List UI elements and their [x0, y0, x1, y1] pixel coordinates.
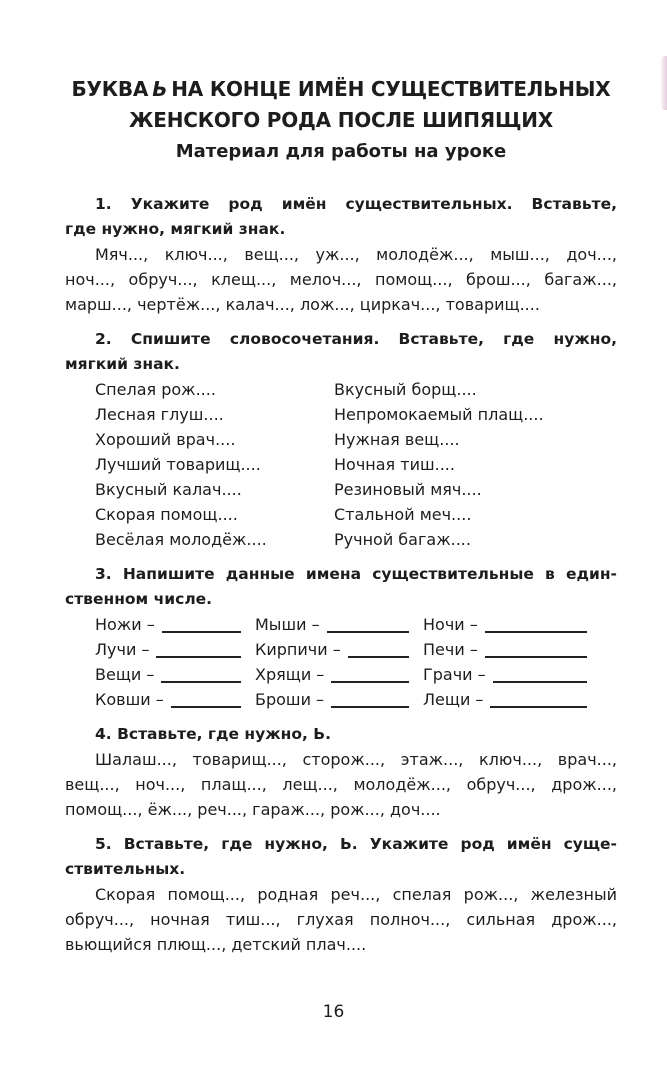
- exercise-5-body-line: обруч..., ночная тиш..., глухая полноч..., сильная дрож...,: [65, 910, 617, 929]
- answer-blank: [485, 637, 587, 658]
- word-blank-pair: [95, 662, 255, 687]
- title-part-2: НА КОНЦЕ ИМЁН СУЩЕСТВИТЕЛЬНЫХ: [171, 77, 611, 101]
- title-block: [65, 74, 617, 166]
- exercise-1-body-line: марш..., чертёж..., калач..., лож..., циркач..., товарищ....: [65, 295, 540, 314]
- noun-label: Лещи –: [423, 690, 484, 709]
- exercise-1-heading-line: где нужно, мягкий знак.: [65, 220, 286, 238]
- exercise-5-body-line: вьющийся плющ..., детский плач....: [65, 935, 367, 954]
- noun-label: Вещи –: [95, 665, 155, 684]
- exercise-3-heading-line: 3. Напишите данные имена существительные в един-: [95, 565, 617, 583]
- exercise-1-body-line: ноч..., обруч..., клещ..., мелоч..., помощ..., брош..., багаж...,: [65, 270, 617, 289]
- exercise-3-row: [95, 662, 595, 687]
- answer-blank: [156, 637, 241, 658]
- word-blank-pair: [95, 687, 255, 712]
- exercise-2-heading-line: 2. Спишите словосочетания. Вставьте, где нужно,: [95, 330, 617, 348]
- phrase-item: Резиновый мяч....: [334, 480, 482, 499]
- exercise-5-body-line: Скорая помощ..., родная реч..., спелая рож..., железный: [95, 885, 617, 904]
- answer-blank: [490, 687, 587, 708]
- answer-blank: [493, 662, 587, 683]
- exercise-4-heading-line: 4. Вставьте, где нужно, Ь.: [95, 725, 332, 743]
- phrase-item: Нужная вещ....: [334, 430, 460, 449]
- exercise-1: [65, 192, 617, 317]
- title-part-1: БУКВА: [71, 77, 149, 101]
- word-blank-pair: [95, 612, 255, 637]
- word-blank-pair: [255, 637, 423, 662]
- exercise-2-heading-line: мягкий знак.: [65, 355, 180, 373]
- phrase-item: Лучший товарищ....: [95, 455, 261, 474]
- exercise-5: [65, 832, 617, 957]
- phrase-item: Весёлая молодёж....: [95, 530, 267, 549]
- phrase-item: Хороший врач....: [95, 430, 236, 449]
- page-title-line-2: ЖЕНСКОГО РОДА ПОСЛЕ ШИПЯЩИХ: [128, 108, 554, 132]
- word-blank-pair: [255, 687, 423, 712]
- phrase-item: Ручной багаж....: [334, 530, 471, 549]
- word-blank-pair: [423, 637, 595, 662]
- exercise-5-heading-line: 5. Вставьте, где нужно, Ь. Укажите род имён суще-: [95, 835, 617, 853]
- answer-blank: [162, 612, 241, 633]
- word-blank-pair: [255, 662, 423, 687]
- phrase-item: Непромокаемый плащ....: [334, 405, 544, 424]
- exercise-4-body-line: Шалаш..., товарищ..., сторож..., этаж..., ключ..., врач...,: [95, 750, 617, 769]
- exercise-3-row: [95, 612, 595, 637]
- word-blank-pair: [423, 687, 595, 712]
- word-blank-pair: [423, 612, 595, 637]
- answer-blank: [327, 612, 409, 633]
- noun-label: Ночи –: [423, 615, 478, 634]
- word-blank-pair: [423, 662, 595, 687]
- phrase-item: Ночная тиш....: [334, 455, 455, 474]
- phrase-item: Лесная глуш....: [95, 405, 224, 424]
- noun-label: Грачи –: [423, 665, 486, 684]
- exercise-3-heading-line: ственном числе.: [65, 590, 213, 608]
- noun-label: Мыши –: [255, 615, 320, 634]
- page-number: 16: [322, 1002, 345, 1022]
- answer-blank: [161, 662, 241, 683]
- noun-label: Лучи –: [95, 640, 150, 659]
- noun-label: Броши –: [255, 690, 325, 709]
- noun-label: Печи –: [423, 640, 478, 659]
- exercise-3-row: [95, 637, 595, 662]
- page-title-line-1: [65, 74, 617, 105]
- phrase-item: Стальной меч....: [334, 505, 472, 524]
- phrase-item: Вкусный калач....: [95, 480, 242, 499]
- page-subtitle: Материал для работы на уроке: [175, 141, 507, 162]
- noun-label: Кирпичи –: [255, 640, 341, 659]
- exercise-4-body-line: помощ..., ёж..., реч..., гараж..., рож..., доч....: [65, 800, 441, 819]
- title-soft-sign: Ь: [152, 77, 168, 101]
- phrase-item: Спелая рож....: [95, 380, 216, 399]
- exercise-3-row: [95, 687, 595, 712]
- word-blank-pair: [95, 637, 255, 662]
- answer-blank: [485, 612, 587, 633]
- answer-blank: [331, 687, 409, 708]
- exercise-1-heading-line: 1. Укажите род имён существительных. Вставьте,: [95, 195, 617, 213]
- answer-blank: [171, 687, 241, 708]
- noun-label: Ковши –: [95, 690, 164, 709]
- answer-blank: [348, 637, 409, 658]
- exercise-2-phrase-table: [95, 377, 617, 552]
- exercise-4-body-line: вещ..., ноч..., плащ..., лещ..., молодёж..., обруч..., дрож...,: [65, 775, 617, 794]
- word-blank-pair: [255, 612, 423, 637]
- exercise-1-body-line: Мяч..., ключ..., вещ..., уж..., молодёж..., мыш..., доч...,: [95, 245, 617, 264]
- page-content: [65, 0, 617, 967]
- exercise-2: [65, 327, 617, 552]
- phrase-item: Вкусный борщ....: [334, 380, 477, 399]
- exercise-5-heading-line: ствительных.: [65, 860, 186, 878]
- bookmark-tab: [661, 56, 667, 110]
- exercise-3: [65, 562, 617, 712]
- exercise-4: [65, 722, 617, 822]
- noun-label: Ножи –: [95, 615, 155, 634]
- phrase-item: Скорая помощ....: [95, 505, 238, 524]
- noun-label: Хрящи –: [255, 665, 325, 684]
- answer-blank: [331, 662, 409, 683]
